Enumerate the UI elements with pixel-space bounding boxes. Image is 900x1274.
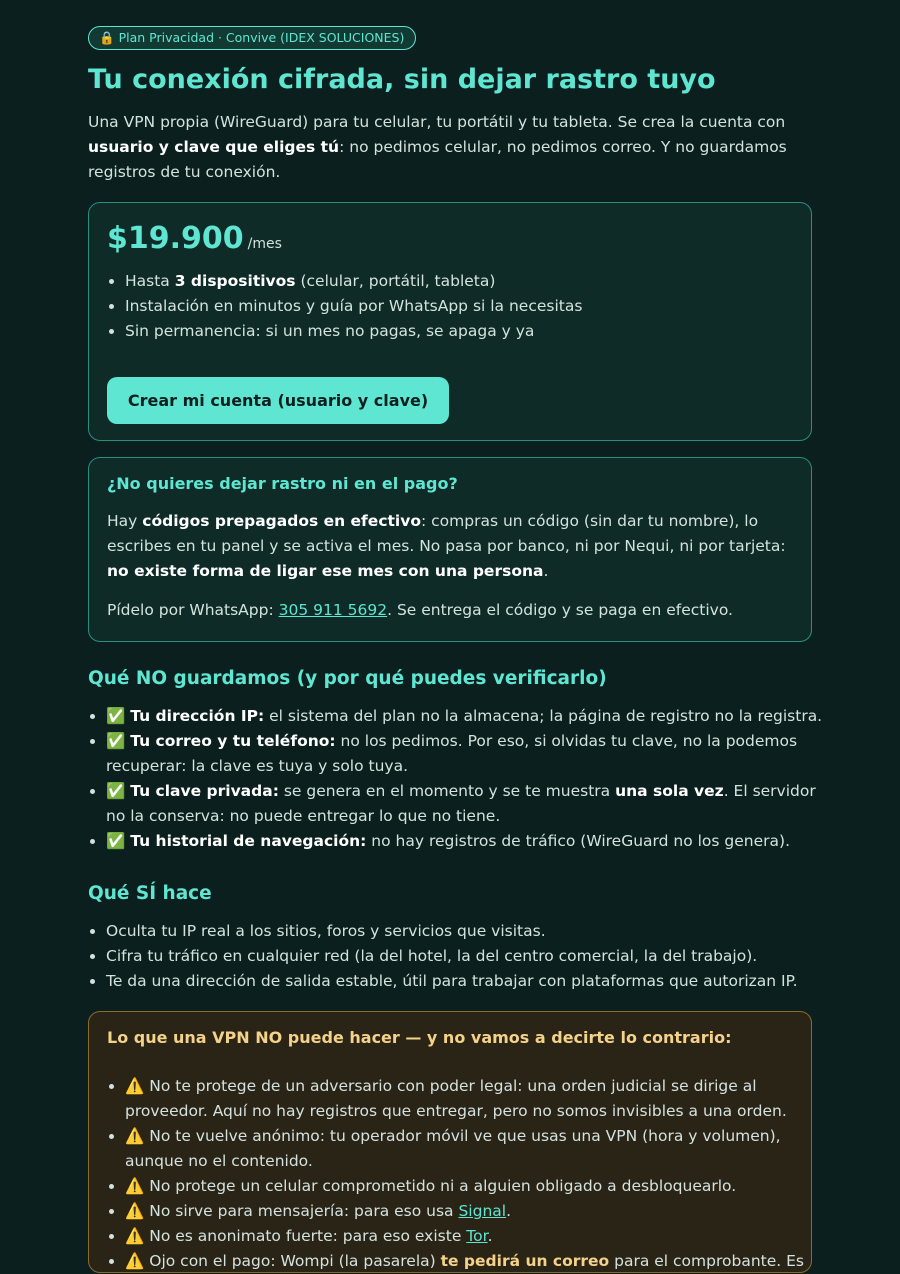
item-bold: Tu dirección IP: bbox=[130, 707, 265, 725]
feature-item bbox=[125, 294, 815, 319]
limit-item bbox=[125, 1074, 815, 1124]
feature-bold: 3 dispositivos bbox=[174, 272, 296, 290]
limit-text-post: . bbox=[487, 1227, 493, 1245]
cash-text-end: . bbox=[543, 562, 549, 580]
not-stored-item bbox=[106, 779, 830, 829]
item-bold: Tu correo y tu teléfono: bbox=[130, 732, 336, 750]
limit-bold: te pedirá un correo bbox=[440, 1252, 610, 1270]
not-stored-item bbox=[106, 729, 830, 779]
limit-text: Ojo con el pago: Wompi (la pasarela) bbox=[149, 1252, 441, 1270]
limits-card bbox=[88, 1011, 812, 1273]
feature-text: Sin permanencia: si un mes no pagas, se apaga y ya bbox=[125, 322, 535, 340]
warning-icon: ⚠️ bbox=[125, 1202, 145, 1220]
intro-part-2: : no pedimos celular, no pedimos correo. Y no guardamos registros de tu conexión. bbox=[88, 138, 787, 181]
create-account-button[interactable]: Crear mi cuenta (usuario y clave) bbox=[107, 377, 449, 424]
item-bold: Tu historial de navegación: bbox=[130, 832, 367, 850]
warning-icon: ⚠️ bbox=[125, 1252, 145, 1270]
feature-text: Instalación en minutos y guía por WhatsApp si la necesitas bbox=[125, 297, 583, 315]
intro-part-1: Una VPN propia (WireGuard) para tu celular, tu portátil y tu tableta. Se crea la cuenta con bbox=[88, 113, 786, 131]
limit-item bbox=[125, 1199, 815, 1224]
item-text: no hay registros de tráfico (WireGuard no los genera). bbox=[366, 832, 790, 850]
cash-description bbox=[107, 509, 797, 584]
price-amount: $19.900 bbox=[107, 221, 244, 256]
limit-text: No protege un celular comprometido ni a alguien obligado a desbloquearlo. bbox=[149, 1177, 737, 1195]
cash-bold: códigos prepagados en efectivo bbox=[142, 512, 421, 530]
feature-item bbox=[125, 269, 815, 294]
limit-text: No sirve para mensajería: para eso usa bbox=[149, 1202, 459, 1220]
item-text: el sistema del plan no la almacena; la página de registro no la registra. bbox=[264, 707, 823, 725]
limit-item bbox=[125, 1249, 815, 1274]
cash-payment-card bbox=[88, 457, 812, 642]
not-stored-heading: Qué NO guardamos (y por qué puedes verificarlo) bbox=[88, 668, 607, 689]
warning-icon: ⚠️ bbox=[125, 1227, 145, 1245]
does-list bbox=[88, 919, 830, 994]
plan-badge bbox=[88, 26, 416, 50]
price-period: /mes bbox=[247, 236, 282, 252]
cash-heading: ¿No quieres dejar rastro ni en el pago? bbox=[107, 474, 458, 493]
plan-badge-text: Plan Privacidad · Convive (IDEX SOLUCIONES) bbox=[118, 30, 405, 45]
not-stored-item bbox=[106, 704, 830, 729]
limit-item bbox=[125, 1174, 815, 1199]
warning-icon: ⚠️ bbox=[125, 1077, 145, 1095]
tor-link[interactable]: Tor bbox=[466, 1227, 488, 1245]
limit-text: No te protege de un adversario con poder legal: una orden judicial se dirige al proveedor. Aquí no hay registros que entregar, pero no somos invisibles a una orden. bbox=[125, 1077, 787, 1120]
does-item: • Oculta tu IP real a los sitios, foros y servicios que visitas. bbox=[106, 919, 830, 944]
item-bold-2: una sola vez bbox=[615, 782, 724, 800]
cash-bold-2: no existe forma de ligar ese mes con una persona bbox=[107, 562, 544, 580]
warning-icon: ⚠️ bbox=[125, 1177, 145, 1195]
limit-text-post: . bbox=[506, 1202, 512, 1220]
limit-item bbox=[125, 1224, 815, 1249]
intro-text bbox=[88, 110, 812, 185]
pricing-card bbox=[88, 202, 812, 441]
limits-heading: Lo que una VPN NO puede hacer — y no vamos a decirte lo contrario: bbox=[107, 1028, 732, 1047]
whatsapp-line bbox=[107, 598, 797, 623]
price bbox=[107, 219, 282, 259]
feature-list bbox=[107, 269, 815, 344]
check-icon: ✅ bbox=[106, 782, 126, 800]
check-icon: ✅ bbox=[106, 732, 126, 750]
feature-item bbox=[125, 319, 815, 344]
cash-text: Hay bbox=[107, 512, 143, 530]
feature-text: Hasta bbox=[125, 272, 175, 290]
limit-text: No te vuelve anónimo: tu operador móvil ve que usas una VPN (hora y volumen), aunque no el contenido. bbox=[125, 1127, 781, 1170]
limit-text-post: para el comprobante. Es bbox=[609, 1252, 804, 1270]
lock-icon: 🔒 bbox=[99, 30, 115, 45]
whatsapp-text: Pídelo por WhatsApp: bbox=[107, 601, 279, 619]
signal-link[interactable]: Signal bbox=[458, 1202, 507, 1220]
cash-text-mid: : compras un código (sin dar tu nombre), lo escribes en tu panel y se activa el mes. No pasa por banco, ni por Nequi, ni por tarjeta: bbox=[107, 512, 786, 555]
does-heading: Qué SÍ hace bbox=[88, 883, 212, 904]
not-stored-list bbox=[88, 704, 830, 854]
limits-list bbox=[107, 1074, 815, 1274]
limit-item bbox=[125, 1124, 815, 1174]
not-stored-item bbox=[106, 829, 830, 854]
warning-icon: ⚠️ bbox=[125, 1127, 145, 1145]
item-text: se genera en el momento y se te muestra bbox=[278, 782, 616, 800]
check-icon: ✅ bbox=[106, 707, 126, 725]
page-title: Tu conexión cifrada, sin dejar rastro tuyo bbox=[88, 64, 716, 95]
does-item: • Cifra tu tráfico en cualquier red (la del hotel, la del centro comercial, la del trabajo). bbox=[106, 944, 830, 969]
whatsapp-text-post: . Se entrega el código y se paga en efectivo. bbox=[387, 601, 733, 619]
feature-text-post: (celular, portátil, tableta) bbox=[295, 272, 496, 290]
check-icon: ✅ bbox=[106, 832, 126, 850]
intro-bold: usuario y clave que eliges tú bbox=[88, 138, 340, 156]
item-text-2: . El servidor no la conserva: no puede entregar lo que no tiene. bbox=[106, 782, 816, 825]
limit-text: No es anonimato fuerte: para eso existe bbox=[149, 1227, 467, 1245]
item-text: no los pedimos. Por eso, si olvidas tu clave, no la podemos recuperar: la clave es tuya y solo tuya. bbox=[106, 732, 798, 775]
does-item: • Te da una dirección de salida estable, útil para trabajar con plataformas que autorizan IP. bbox=[106, 969, 830, 994]
whatsapp-phone-link[interactable]: 305 911 5692 bbox=[278, 601, 388, 619]
item-bold: Tu clave privada: bbox=[130, 782, 279, 800]
